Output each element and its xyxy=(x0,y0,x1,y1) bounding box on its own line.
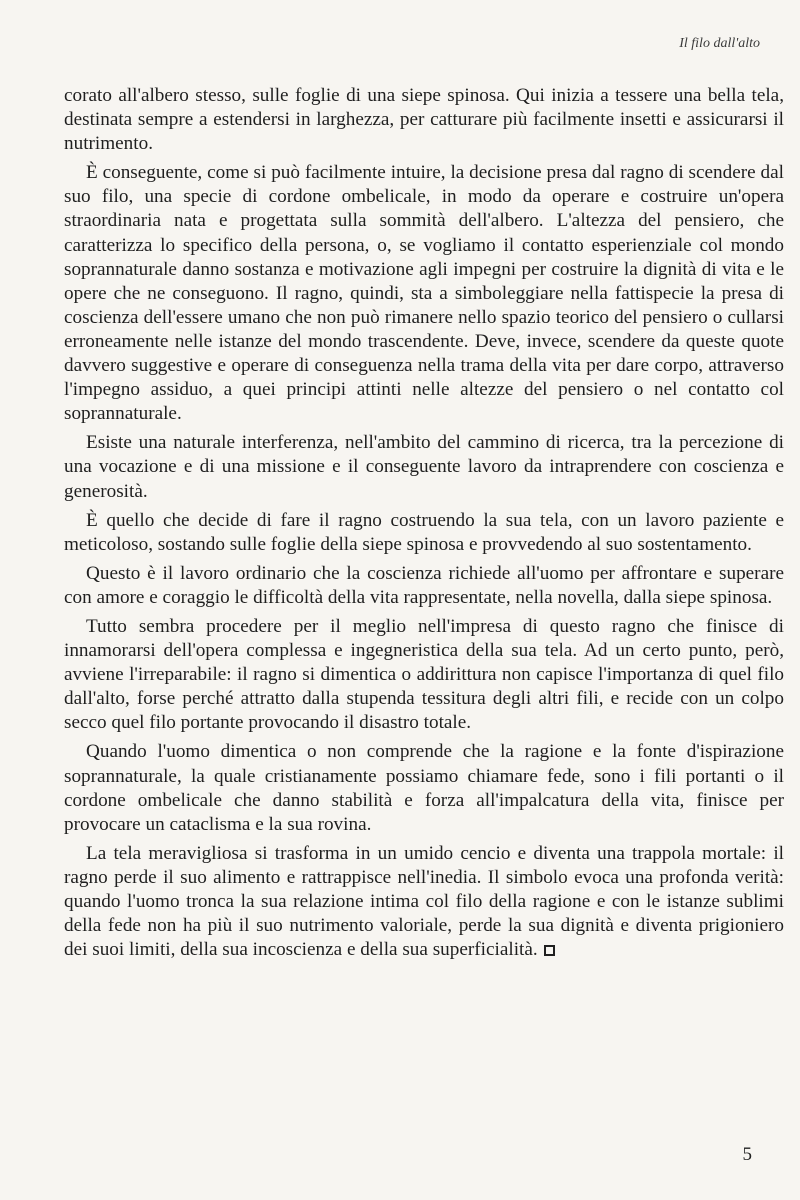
paragraph: Esiste una naturale interferenza, nell'ambito del cammino di ricerca, tra la percezione di una vocazione e di una missione e il conseguente lavoro da intraprendere con coscienza e generosità. xyxy=(64,432,784,502)
paragraph: Quando l'uomo dimentica o non comprende che la ragione e la fonte d'ispirazione soprannaturale, la quale cristianamente possiamo chiamare fede, sono i fili portanti o il cordone ombelicale che danno stabilità e forza all'impalcatura della vita, finisce per provocare un cataclisma e la sua rovina. xyxy=(64,741,784,835)
body-text xyxy=(64,84,784,967)
hollow-square-icon xyxy=(544,945,555,956)
paragraph: È conseguente, come si può facilmente intuire, la decisione presa dal ragno di scendere dal suo filo, una specie di cordone ombelicale, in modo da operare e costruire un'opera straordinaria nata e progettata sulla sommità dell'albero. L'altezza del pensiero, che caratterizza lo specifico della persona, o, se vogliamo il contatto esperienziale col mondo soprannaturale danno sostanza e motivazione agli impegni per costruire la dignità di vita e le opere che ne conseguono. Il ragno, quindi, sta a simboleggiare nella fattispecie la presa di coscienza dell'essere umano che non può rimanere nello spazio teorico del pensiero o cullarsi erroneamente nelle istanze del mondo trascendente. Deve, invece, scendere da queste quote davvero suggestive e operare di conseguenza nella trama della vita per dare corpo, attraverso l'impegno assiduo, a quei principi attinti nelle altezze del pensiero o nel contatto col soprannaturale. xyxy=(64,162,784,425)
page-number: 5 xyxy=(742,1144,752,1165)
final-paragraph xyxy=(64,842,784,962)
running-header: Il filo dall'alto xyxy=(679,36,760,51)
final-paragraph-text: La tela meravigliosa si trasforma in un umido cencio e diventa una trappola mortale: il ragno perde il suo alimento e rattrappisce nell'inedia. Il simbolo evoca una profonda verità: quando l'uomo tronca la sua relazione intima col filo della ragione e con le istanze sublimi della fede non ha più il suo nutrimento valoriale, perde la sua dignità e diventa prigioniero dei suoi limiti, della sua incoscienza e della sua superficialità. xyxy=(64,842,784,961)
paragraph: È quello che decide di fare il ragno costruendo la sua tela, con un lavoro paziente e meticoloso, sostando sulle foglie della siepe spinosa e provvedendo al suo sostentamento. xyxy=(64,509,784,555)
paragraph: corato all'albero stesso, sulle foglie di una siepe spinosa. Qui inizia a tessere una bella tela, destinata sempre a estendersi in larghezza, per catturare più facilmente insetti e assicurarsi il nutrimento. xyxy=(64,85,784,155)
paragraph: Questo è il lavoro ordinario che la coscienza richiede all'uomo per affrontare e superare con amore e coraggio le difficoltà della vita rappresentate, nella novella, dalla siepe spinosa. xyxy=(64,562,784,608)
paragraph: Tutto sembra procedere per il meglio nell'impresa di questo ragno che finisce di innamorarsi dell'opera complessa e ingegneristica della sua tela. Ad un certo punto, però, avviene l'irreparabile: il ragno si dimentica o addirittura non capisce l'importanza di quel filo dall'alto, forse perché attratto dalla stupenda tessitura degli altri fili, e recide con un colpo secco quel filo portante provocando il disastro totale. xyxy=(64,615,784,734)
